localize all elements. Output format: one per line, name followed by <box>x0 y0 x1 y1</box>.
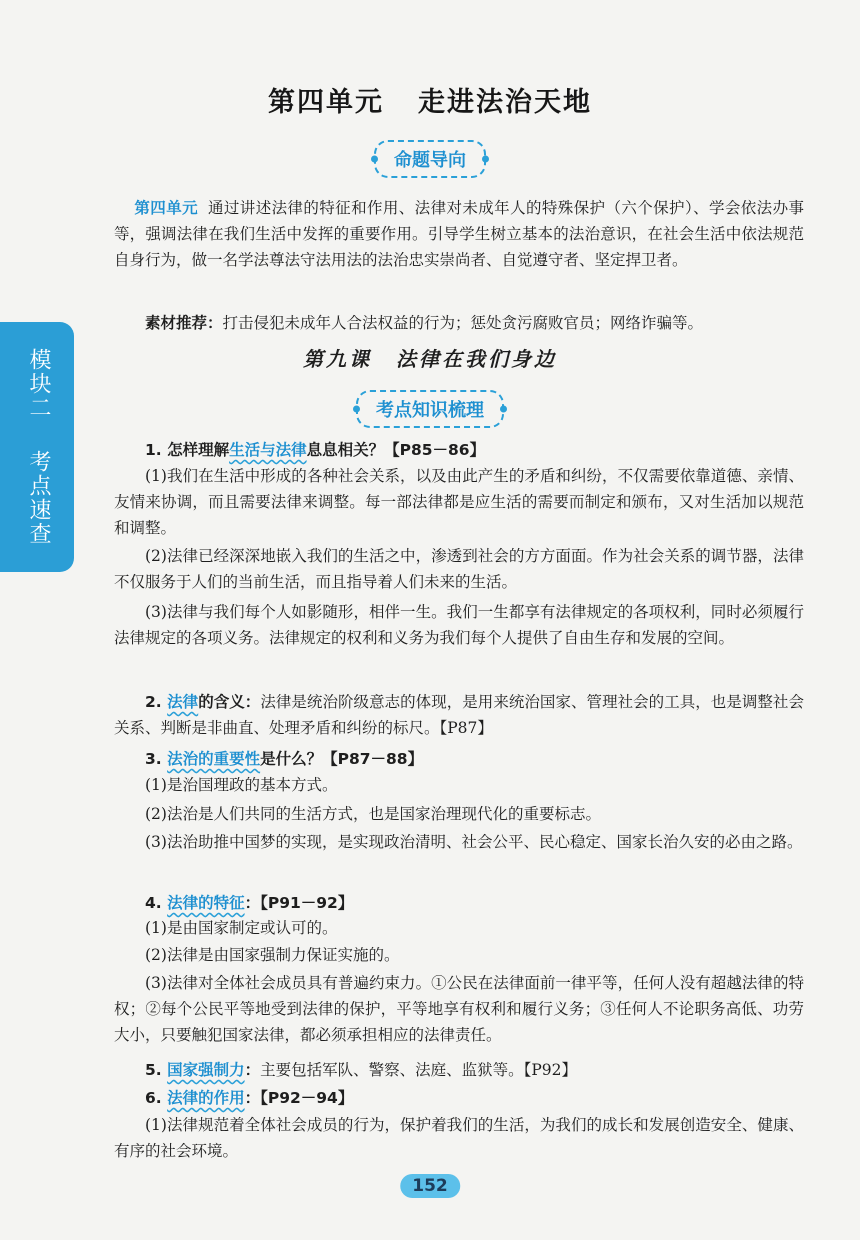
material-recommendation <box>114 310 804 336</box>
keyword-law: 法律 <box>167 693 199 711</box>
q1-point-2: (2)法律已经深深地嵌入我们的生活之中，渗透到社会的方方面面。作为社会关系的调节器，法律不仅服务于人们的当前生活，而且指导着人们未来的生活。 <box>114 547 804 591</box>
keyword-law-features: 法律的特征 <box>167 894 245 912</box>
question-2: 2. 法律的含义：法律是统治阶级意志的体现，是用来统治国家、管理社会的工具，也是调整社会关系、判断是非曲直、处理矛盾和纠纷的标尺。【P87】 <box>114 693 804 737</box>
question-4-heading: 4. 法律的特征：【P91－92】 <box>145 894 354 912</box>
keyword-life-and-law: 生活与法律 <box>229 441 307 459</box>
q3-point-3: (3)法治助推中国梦的实现，是实现政治清明、社会公平、民心稳定、国家长治久安的必由之路。 <box>145 833 803 851</box>
q4-point-3: (3)法律对全体社会成员具有普遍约束力。①公民在法律面前一律平等，任何人没有超越法律的特权；②每个公民平等地受到法律的保护，平等地享有权利和履行义务；③任何人不论职务高低、功劳大小，只要触犯国家法律，都必须承担相应的法律责任。 <box>114 974 804 1044</box>
q6-point-1: (1)法律规范着全体社会成员的行为，保护着我们的生活，为我们的成长和发展创造安全、健康、有序的社会环境。 <box>114 1116 804 1160</box>
q4-point-1: (1)是由国家制定或认可的。 <box>145 919 338 937</box>
keyword-law-role: 法律的作用 <box>167 1089 245 1107</box>
question-1-heading: 1. 怎样理解生活与法律息息相关？【P85－86】 <box>145 441 486 459</box>
question-5: 5. 国家强制力：主要包括军队、警察、法庭、监狱等。【P92】 <box>145 1061 578 1079</box>
intro-label: 第四单元 <box>134 199 198 217</box>
q3-point-2: (2)法治是人们共同的生活方式，也是国家治理现代化的重要标志。 <box>145 805 601 823</box>
intro-text: 通过讲述法律的特征和作用、法律对未成年人的特殊保护（六个保护）、学会依法办事等，强调法律在我们生活中发挥的重要作用。引导学生树立基本的法治意识，在社会生活中依法规范自身行为，做一名学法尊法守法用法的法治忠实崇尚者、自觉遵守者、坚定捍卫者。 <box>114 199 804 269</box>
q1-point-3: (3)法律与我们每个人如影随形，相伴一生。我们一生都享有法律规定的各项权利，同时必须履行法律规定的各项义务。法律规定的权利和义务为我们每个人提供了自由生存和发展的空间。 <box>114 603 804 647</box>
question-6-heading: 6. 法律的作用：【P92－94】 <box>145 1089 354 1107</box>
question-3-heading: 3. 法治的重要性是什么？【P87－88】 <box>145 750 424 768</box>
module-side-tab <box>0 322 74 572</box>
unit-number: 第四单元 <box>268 87 384 118</box>
quick-check-label: 考点速查 <box>26 450 51 546</box>
lesson-number: 第九课 <box>303 347 372 371</box>
module-label: 模块二 <box>26 348 51 420</box>
q3-point-1: (1)是治国理政的基本方式。 <box>145 776 338 794</box>
q1-point-1: (1)我们在生活中形成的各种社会关系，以及由此产生的矛盾和纠纷，不仅需要依靠道德、亲情、友情来协调，而且需要法律来调整。每一部法律都是应生活的需要而制定和颁布，又对生活加以规范和调整。 <box>114 467 804 537</box>
q4-point-2: (2)法律是由国家强制力保证实施的。 <box>145 946 400 964</box>
unit-title <box>0 80 860 119</box>
topic-guide-tag: 命题导向 <box>374 140 486 178</box>
lesson-name: 法律在我们身边 <box>396 347 557 371</box>
unit-name: 走进法治天地 <box>418 87 592 118</box>
page-number: 152 <box>400 1174 460 1198</box>
material-text: 打击侵犯未成年人合法权益的行为；惩处贪污腐败官员；网络诈骗等。 <box>222 314 704 332</box>
material-label: 素材推荐： <box>145 314 223 332</box>
intro-paragraph <box>114 195 804 273</box>
lesson-title <box>0 343 860 372</box>
keyword-rule-of-law-importance: 法治的重要性 <box>167 750 261 768</box>
knowledge-tag: 考点知识梳理 <box>356 390 504 428</box>
keyword-state-coercion: 国家强制力 <box>167 1061 245 1079</box>
